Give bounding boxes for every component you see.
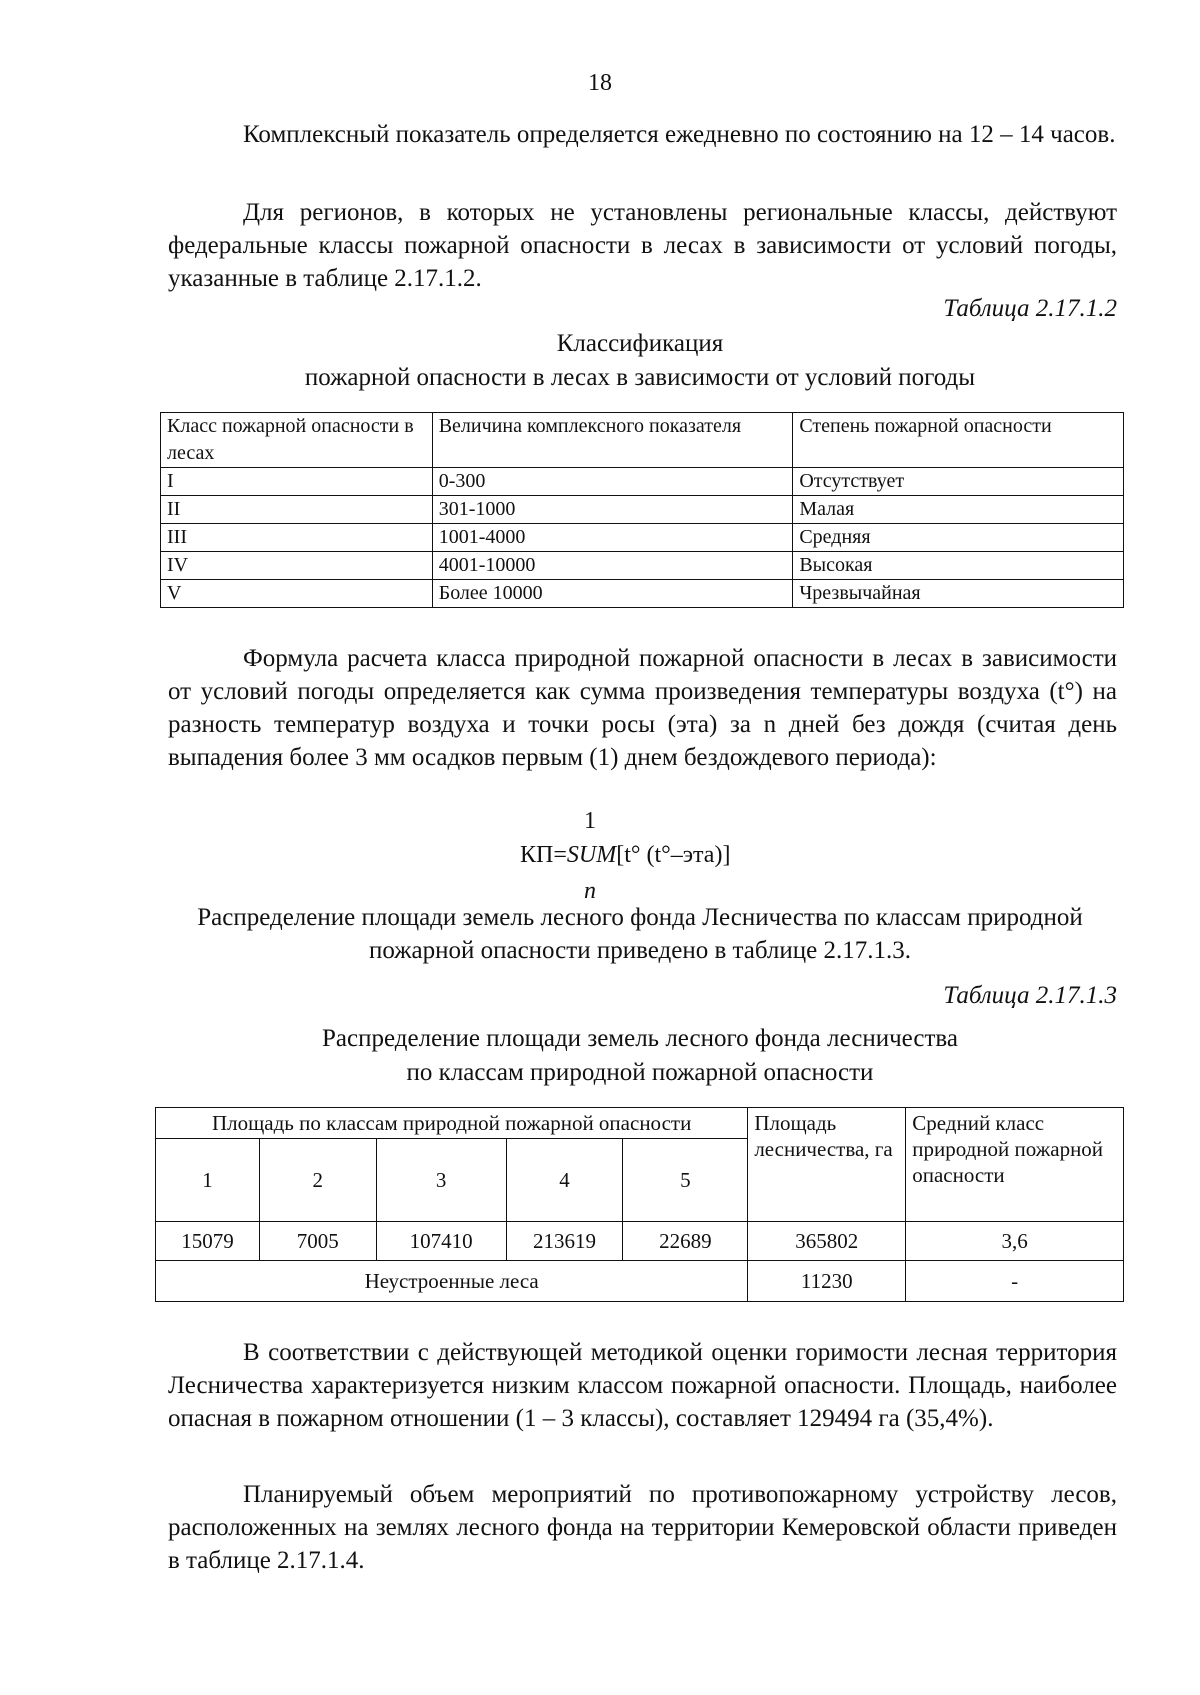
formula-lower-limit: n: [584, 878, 596, 904]
fire-danger-classification-table: [160, 412, 1124, 608]
header-danger-degree: Степень пожарной опасности: [793, 413, 1124, 468]
header-area-by-class: Площадь по классам природной пожарной опасности: [156, 1108, 748, 1139]
area-distribution-table: [155, 1107, 1124, 1302]
table-row: [161, 580, 1124, 608]
formula-main: [520, 842, 730, 869]
formula-upper-limit: 1: [584, 808, 596, 834]
table-row: [161, 468, 1124, 496]
range-cell: Более 10000: [432, 580, 793, 608]
paragraph-federal-classes: Для регионов, в которых не установлены региональные классы, действуют федеральные классы пожарной опасности в лесах в зависимости от условий погоды, указанные в таблице 2.17.1.2.: [168, 199, 1117, 292]
degree-cell: Отсутствует: [793, 468, 1124, 496]
value-class-5: 22689: [623, 1222, 748, 1261]
value-forestry-area: 365802: [748, 1222, 906, 1261]
table2-caption: Таблица 2.17.1.3: [943, 982, 1117, 1009]
paragraph-formula-description: Формула расчета класса природной пожарной опасности в лесах в зависимости от условий погоды определяется как сумма произведения температуры воздуха (t°) на разность температур воздуха и точки росы (эта) за n дней без дождя (считая день выпадения более 3 мм осадков первым (1) днем бездождевого периода):: [168, 645, 1117, 771]
formula-sum: SUM: [566, 842, 617, 868]
range-cell: 1001-4000: [432, 524, 793, 552]
class-cell: IV: [161, 552, 433, 580]
table1-title-line1: Классификация: [556, 330, 724, 357]
value-average-class: 3,6: [906, 1222, 1124, 1261]
header-class-3: 3: [376, 1139, 506, 1222]
header-class-1: 1: [156, 1139, 260, 1222]
page-number: 18: [588, 70, 612, 96]
table1-caption: Таблица 2.17.1.2: [943, 295, 1117, 322]
header-complex-indicator: Величина комплексного показателя: [432, 413, 793, 468]
degree-cell: Чрезвычайная: [793, 580, 1124, 608]
range-cell: 301-1000: [432, 496, 793, 524]
class-cell: III: [161, 524, 433, 552]
class-cell: V: [161, 580, 433, 608]
class-cell: I: [161, 468, 433, 496]
value-class-1: 15079: [156, 1222, 260, 1261]
unmanaged-forests-label: Неустроенные леса: [156, 1261, 748, 1302]
table2-title-line2: по классам природной пожарной опасности: [406, 1059, 874, 1086]
paragraph-distribution-intro: Распределение площади земель лесного фонда Лесничества по классам природной пожарной опасности приведено в таблице 2.17.1.3.: [197, 904, 1083, 964]
table1-title-line2: пожарной опасности в лесах в зависимости от условий погоды: [304, 364, 976, 391]
degree-cell: Высокая: [793, 552, 1124, 580]
formula-prefix: КП=: [520, 842, 567, 868]
range-cell: 4001-10000: [432, 552, 793, 580]
header-forestry-area: Площадь лесничества, га: [748, 1108, 906, 1222]
paragraph-indicator-time: Комплексный показатель определяется ежедневно по состоянию на 12 – 14 часов.: [243, 121, 1116, 148]
table-row: [161, 552, 1124, 580]
paragraph-planned-measures: Планируемый объем мероприятий по противопожарному устройству лесов, расположенных на землях лесного фонда на территории Кемеровской области приведен в таблице 2.17.1.4.: [168, 1481, 1117, 1574]
class-cell: II: [161, 496, 433, 524]
header-class-4: 4: [506, 1139, 623, 1222]
header-class-2: 2: [259, 1139, 376, 1222]
header-fire-class: Класс пожарной опасности в лесах: [161, 413, 433, 468]
table-row: [161, 524, 1124, 552]
formula-body: [t° (t°–эта)]: [616, 842, 731, 868]
value-class-3: 107410: [376, 1222, 506, 1261]
table-header-row: [161, 413, 1124, 468]
degree-cell: Малая: [793, 496, 1124, 524]
range-cell: 0-300: [432, 468, 793, 496]
unmanaged-forests-average: -: [906, 1261, 1124, 1302]
table2-title-line1: Распределение площади земель лесного фонда лесничества: [322, 1025, 958, 1052]
paragraph-flammability-assessment: В соответствии с действующей методикой оценки горимости лесная территория Лесничества характеризуется низким классом пожарной опасности. Площадь, наиболее опасная в пожарном отношении (1 – 3 классы), составляет 129494 га (35,4%).: [168, 1339, 1117, 1432]
table-row: [161, 496, 1124, 524]
value-class-4: 213619: [506, 1222, 623, 1261]
unmanaged-forests-area: 11230: [748, 1261, 906, 1302]
degree-cell: Средняя: [793, 524, 1124, 552]
header-average-class: Средний класс природной пожарной опасности: [906, 1108, 1124, 1222]
value-class-2: 7005: [259, 1222, 376, 1261]
table-header-row: [156, 1108, 1124, 1139]
header-class-5: 5: [623, 1139, 748, 1222]
table-row: [156, 1261, 1124, 1302]
table-row: [156, 1222, 1124, 1261]
